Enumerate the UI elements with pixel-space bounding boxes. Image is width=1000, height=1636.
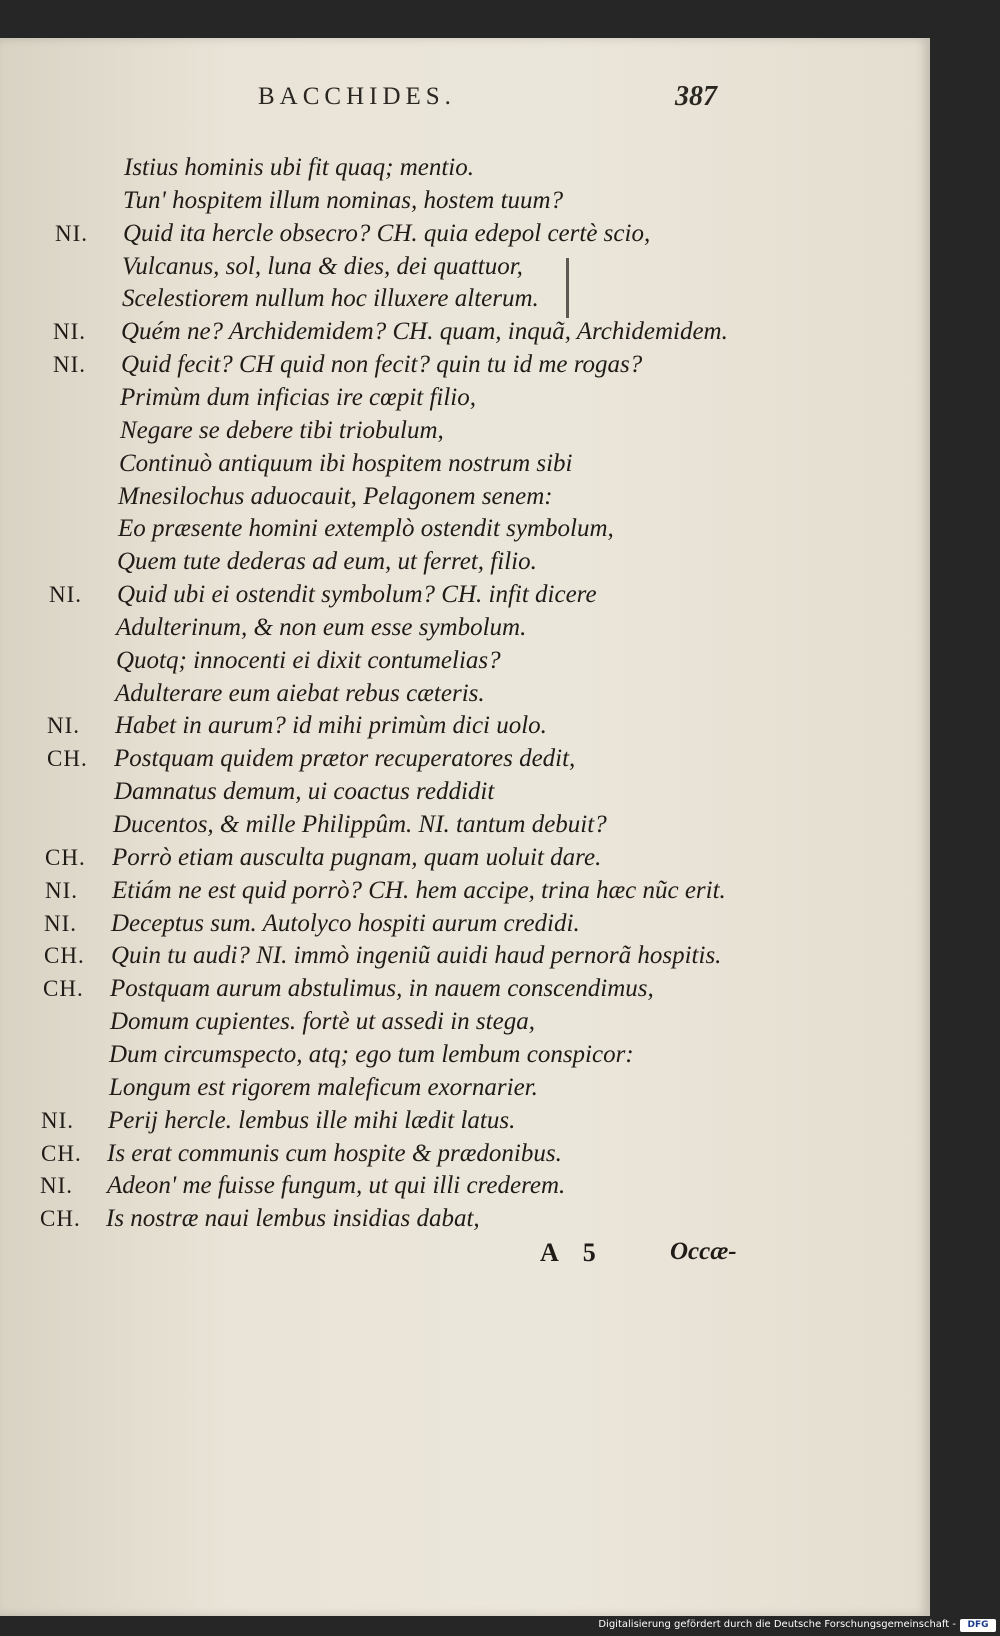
verse-text: Habet in aurum? id mihi primùm dici uolo. [115, 712, 547, 740]
speaker-label: NI. [53, 319, 87, 345]
verse-text: Quid ita hercle obsecro? CH. quia edepol certè scio, [123, 219, 651, 247]
verse-text: Longum est rigorem maleficum exornarier. [109, 1073, 538, 1101]
speaker-label: NI. [47, 713, 81, 739]
verse-text: Deceptus sum. Autolyco hospiti aurum credidi. [111, 909, 580, 937]
speaker-label: CH. [43, 976, 84, 1002]
verse-text: Quém ne? Archidemidem? CH. quam, inquã, Archidemidem. [121, 318, 728, 346]
catchword: Occæ- [670, 1238, 737, 1265]
verse-text: Is nostræ naui lembus insidias dabat, [106, 1205, 480, 1233]
verse-text: Postquam aurum abstulimus, in nauem conscendimus, [110, 975, 654, 1003]
verse-text: Adulterinum, & non eum esse symbolum. [116, 613, 527, 641]
verse-text: Damnatus demum, ui coactus reddidit [114, 778, 495, 806]
verse-text: Quin tu audi? NI. immò ingeniũ auidi haud pernorã hospitis. [111, 942, 722, 970]
verse-text: Domum cupientes. fortè ut assedi in stega, [110, 1008, 535, 1036]
verse-text: Primùm dum inficias ire cœpit filio, [120, 383, 477, 411]
verse-text: Is erat communis cum hospite & prædonibus. [107, 1139, 562, 1167]
speaker-label: NI. [45, 877, 79, 903]
verse-text: Quid fecit? CH quid non fecit? quin tu id me rogas? [121, 351, 643, 379]
verse-text: Mnesilochus aduocauit, Pelagonem senem: [118, 482, 553, 510]
verse-text: Scelestiorem nullum hoc illuxere alterum. [122, 285, 539, 313]
verse-text: Istius hominis ubi fit quaq; mentio. [124, 154, 474, 181]
speaker-label: NI. [44, 910, 78, 936]
verse-text: Porrò etiam ausculta pugnam, quam uoluit dare. [112, 843, 602, 871]
signature-mark [540, 1238, 620, 1268]
verse-text: Vulcanus, sol, luna & dies, dei quattuor, [122, 252, 523, 280]
verse-text: Tun' hospitem illum nominas, hostem tuum? [123, 186, 564, 214]
speaker-label: CH. [47, 746, 88, 772]
verse-text: Negare se debere tibi triobulum, [120, 416, 444, 444]
signature-number: 5 [582, 1238, 596, 1267]
speaker-label: NI. [41, 1107, 75, 1133]
verse-text: Quem tute dederas ad eum, ut ferret, filio. [117, 548, 537, 576]
page-number: 387 [675, 81, 717, 112]
verse-text: Eo præsente homini extemplò ostendit symbolum, [118, 515, 614, 543]
verse-text: Dum circumspecto, atq; ego tum lembum conspicor: [109, 1040, 634, 1068]
verse-text: Continuò antiquum ibi hospitem nostrum sibi [119, 449, 573, 477]
running-head: BACCHIDES. [258, 83, 456, 110]
speaker-label: NI. [40, 1173, 74, 1199]
margin-bracket-mark [566, 258, 569, 318]
speaker-label: NI. [49, 582, 83, 608]
verse-text: Postquam quidem prætor recuperatores dedit, [114, 745, 576, 773]
dfg-logo: DFG [960, 1619, 996, 1632]
verse-text: Adeon' me fuisse fungum, ut qui illi crederem. [107, 1172, 566, 1200]
digitization-credit: Digitalisierung gefördert durch die Deutsche Forschungsgemeinschaft - [598, 1619, 956, 1630]
speaker-label: NI. [53, 352, 87, 378]
verse-text: Quotq; innocenti ei dixit contumelias? [116, 646, 501, 674]
speaker-label: CH. [45, 844, 86, 870]
speaker-label: NI. [55, 220, 89, 246]
speaker-label: CH. [44, 943, 85, 969]
verse-text: Etiám ne est quid porrò? CH. hem accipe, trina hæc nũc erit. [112, 876, 726, 904]
verse-text: Ducentos, & mille Philippûm. NI. tantum debuit? [113, 811, 607, 838]
verse-text: Adulterare eum aiebat rebus cæteris. [115, 679, 485, 707]
speaker-label: CH. [41, 1140, 82, 1166]
verse-text: Quid ubi ei ostendit symbolum? CH. infit dicere [117, 581, 597, 609]
signature-letter: A [540, 1238, 559, 1267]
verse-text: Perij hercle. lembus ille mihi lædit latus. [108, 1106, 516, 1134]
speaker-label: CH. [40, 1206, 81, 1232]
